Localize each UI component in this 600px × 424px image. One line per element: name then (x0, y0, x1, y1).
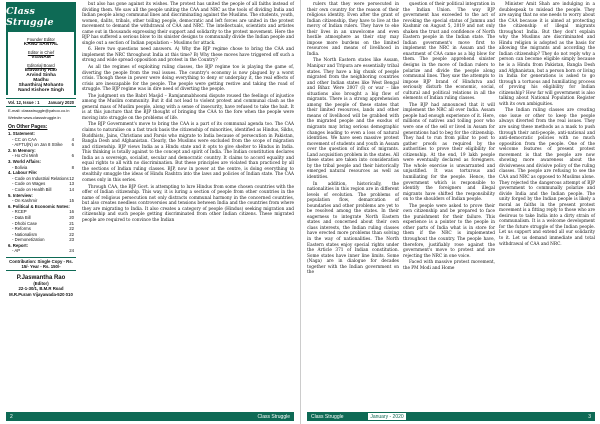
toc-item-page: 4 (71, 136, 74, 142)
address-name: P.Jaswantha Rao (16, 275, 66, 282)
toc-item-label: 4. Labour File: (8, 170, 38, 176)
toc-item-page: 16 (69, 209, 74, 215)
founder-name: KANU SANYAL (23, 42, 59, 47)
toc-item-page: 21 (69, 220, 74, 226)
email: E-mail: classstruggle@yahoo.co.in (8, 108, 70, 113)
paragraph: The North Eastern states like Assam, Manipur and Tripura are essentially tribal states. They have a big chunk of people migrated from the neighboring countries and other Indian states like West Bengal and Bihar. Were 2007 (I) or war – like situations also brought a big flow of migrants. There is a strong apprehension among the people of these states that their limited resources, lands and other means of livelihood will be grabbed with the migrated people and the exodus of migrants may bring serious demographic changes leading to even a loss of natural identities. We have seen massive protest movement of students and youth in Assam over the question of influx of migrants. Land acquisition problem in the states. All these states are taken into consideration by the tribal people and their historically emerged natural resources as well as identities. (307, 58, 399, 180)
toc-item-label: 2. In Memory: (8, 147, 36, 153)
right-footer (307, 412, 595, 421)
address-line: 22-1-30/1, B.M.R Road (18, 286, 64, 292)
table-of-contents (6, 131, 76, 254)
toc-item-label: - Bolivia (12, 164, 28, 170)
board-member: Madhu (33, 78, 49, 83)
text-column-4 (499, 2, 595, 248)
paragraph: The Indian ruling classes are creating one issue or other to keep the people always diverted from the real issues. They are using these methods as a mask to push through their anti-people, anti-national and anti-democratic policies with no much opposition from the people. One of the welcome features of present protest movement is that the people are now showing more awareness about the divisiveness and divisive policy of the ruling classes. The people are refusing to see the CAA and NRC as opposed to Muslims alone. They rejected the dangerous attempt of BJP government to communally polarize and divide India and the Indian people. The unity forged by the Indian people is likely a moral as faiths in the present protest movement is a fitting reply to those who are desirous to take India into a dirty strain of communalism. It is a welcome development for the future struggle of the Indian people. Let us support and extend all our solidarity to it. Let us demand immediate and total withdrawal of CAA and NRC. (499, 108, 595, 247)
paragraph: but also has gone against its wishes. The protest has united the people of all faiths instead of dividing them. We saw all the people uniting the CAA and NRC as the tools of dividing India and Indian people along communal lines and discriminating against the Muslims. The students, youth, women, dalits, tribals, other toiling people, democratic and left forces are united in the protest movement to demand the withdrawal of CAA and NRC. The intellectuals, scientists and artistes came out in thousands expressing their support and solidarity to the protest movement. Here the BJP has suffered a serious blow to its sinister designs to communally divide the Indian people and single out a section of Indian population – Muslims for attack. (82, 2, 294, 46)
toc-item-page: 6 (71, 153, 74, 159)
toc-item-page: 22 (69, 231, 74, 237)
toc-item-page: 22 (69, 226, 74, 232)
right-page (300, 0, 600, 424)
board-label: Editorial Board (27, 63, 55, 68)
page-number: 2 (10, 413, 13, 420)
toc-item-page: 24 (69, 248, 74, 254)
website: Website:www.classstruggle.in (8, 115, 61, 120)
toc-item-label: - Dhobi Case (12, 220, 38, 226)
toc-item-label: - CC on CAA (12, 136, 37, 142)
toc-item-label: - Code on Wages (12, 181, 46, 187)
contribution-line: Contribution: Single Copy - Rs. 15/- Year - Rs. 150/- (6, 257, 76, 271)
toc-item-page: 8 (71, 164, 74, 170)
toc-item-label: - Data Bill (12, 214, 31, 220)
text-column-2 (307, 2, 399, 277)
toc-item-label: - Demonetization (12, 237, 45, 243)
toc-item-label: - RCEP (12, 209, 27, 215)
board-member: Arvind Sinha (26, 73, 56, 78)
editor-name: VISWAM (31, 55, 51, 60)
toc-item-label: - Nationalism (12, 231, 38, 237)
toc-item-label: - Code on Health Bill (12, 186, 52, 192)
paragraph: Minister Amit Shah are indulging in a doublespeak to mislead the people. They are saying that no one needs to worry about the CAA because it is aimed at protecting the citizenship of illegal migrants throughout India. But they don't explain why the Muslims are discriminated and Hindu religion is adopted as the basis for allowing the migrants and according the Indian citizenship? They do not reply why a person can become eligible simply because he is a Hindu from Pakistan, Bangla Desh and Afghanistan, but a person born or living in India for generations is asked to go through a tortuous and humiliating process of proving his eligibility for Indian citizenship? How far will government is also talking about National Population Register with its own ambiguities. (499, 2, 595, 107)
toc-item-label: 6. Report: (8, 242, 29, 248)
toc-item-label: 6. Political & Economic Notes: (8, 203, 70, 209)
toc-item-page: 12 (69, 175, 74, 181)
founder-label: Founder Editor (27, 37, 55, 42)
board-member: Elavarthy Rao (25, 68, 57, 73)
toc-item-label: 5. Interview: (8, 192, 33, 198)
toc-item-page: 15 (69, 198, 74, 204)
masthead-logo: Class Struggle (6, 2, 76, 32)
toc-item-label: - Code on Industrial Relations (12, 175, 69, 181)
issue-month: January 2020 (48, 100, 74, 105)
paragraph: The people were asked to prove their own citizenship and be prepared to face the punishment for their failure. This experience is a pointer to the people in other parts of India what is in store for them if the NRC is implemented throughout the country. The people have, therefore, justifiably rose against the government's move to protest and are rejecting the NRC in one voice. (403, 203, 495, 259)
footer-title: Class Struggle (311, 413, 344, 420)
masthead-sidebar (6, 2, 76, 412)
paragraph: The judgment on the Babri Masjid – Ramjanmabhoomi dispute roused the feelings of injustice among the Muslim community. But it did not lead to violent protest and communal clash as the general mass of Muslim people, along with a sense of insecurity, have refused to take the bait. It is at this juncture that the BJP thought of bringing the CAA to the fore when the people were moving into struggle on the problems of life. (82, 93, 294, 121)
paragraph: Through CAA, the BJP Govt. is attempting to lure Hindus from some chosen countries with the offer of Indian citizenship. This way, it is luring a section of people from other countries in the name of religious persecution not only distracts communal harmony in the concerned countries, but also creates needless controversies and tensions between India and the countries from where they are migrating to India. It also creates a category of people (Hindus) seeking migration and citizenship and such people getting discriminated from other Indian citizens. These migrated people are required to convince the Indian (82, 184, 294, 223)
address-block (6, 275, 76, 297)
editor-label: Editor in Chief (27, 50, 55, 55)
address-line: M.R.Puram Vijayawada-520 010 (9, 291, 73, 297)
toc-item-page: 20 (69, 214, 74, 220)
left-footer (6, 412, 294, 421)
toc-item-label: 1. Statement: (8, 131, 35, 136)
paragraph: question of their political integration in the Indian Union. The way BJP government has exceeded to the act of revoking the special status of Jammu and Kashmir on August 5, 2019 and not only shaken the trust and confidence of North Eastern people in the Indian state. The Indian government's move first to implement the NRC in Assam and the enactment of CAA came as a big blow for them. The people apprehend sinister designs in the move of Indian rulers to polarize and divide the people along communal lines. They saw the attempts to impose BJP brand of Hindutva and seriously disturb the economic, social, cultural and political relations in all the elements of Indian ruling classes. (403, 2, 495, 102)
paragraph: In addition, historically, the nationalities in this region are in different levels of evolution. The problems of population flow, demarcation of boundaries and other problems are yet to be resolved among the states. In their eagerness to integrate North Eastern states and concerned about their own class interests, the Indian ruling classes have erected more problems than solving in the way of nationalities. The North Eastern states enjoy special rights under the Article 371 of Indian constitution. Some states have inner line limits. Some (Naga) are in dialogue for decades together with the Indian government on the (307, 181, 399, 276)
board-member: Shanthiraj Mohanto (18, 83, 64, 88)
paragraph: Faced with massive protest movement, the PM Modi and Home (403, 260, 495, 271)
toc-item-label: - AIFTU(N) on Jan 8 Strike (12, 142, 63, 148)
paragraph: 6. Here two questions need answers. A) Why the BJP regime chose to bring the CAA and implement the NRC throughout India at this time? B) Why these moves have triggered off such a strong and wide spread opposition and protest in the Country? (82, 47, 294, 64)
toc-item-page: 6 (71, 142, 74, 148)
toc-item-label: - Ho Chi Minh (12, 153, 39, 159)
footer-title: Class Struggle (257, 413, 290, 420)
toc-item-page: 23 (69, 237, 74, 243)
board-member: Nand Kishore Singh (18, 88, 64, 93)
editorial-info (6, 32, 76, 95)
toc-title: On Other Pages: (8, 124, 48, 130)
toc-item-page: 13 (69, 181, 74, 187)
issue-line (6, 98, 76, 107)
paragraph: rulers that they were persecuted in their own country for the reason of their religious identity. Even after the grant of Indian citizenship, they have to live at the mercy of Indian rulers. They have to eke their lives in an unwelcome and even hostile atmosphere as their stay may impose more burdens on the limited resources and means of livelihood in India. (307, 2, 399, 57)
paragraph: The BJP Government's move to bring the CAA is a part of its communal agenda too. The CAA claims to naturalise on a fast track basis the citizenship of minorities, identified as Hindus, Sikhs, Buddhists, Jains, Christians and Parsis who migrate to India because of persecution in Pakistan, Bangla Desh and Afghanistan. Clearly, the Muslims were excluded from the scope of migration and citizenship. BJP views India as a Hindu state and it opts to give shelter to Hindus in India. This thinking is totally against to the concept and spirit of India. The Indian constitution declares India as a sovereign, socialist, secular and democratic country. It claims to accord equality and equal rights to all with no discrimination. But these principles are violated than practiced by all the sections of Indian ruling classes. BJP, now in power at the centre, is doing everything to stealthily smuggle the ideas of Hindu Rashtra into the laws and policies of Indian state. The CAA comes only in this series. (82, 122, 294, 183)
volume-issue: Vol. 12, Issue : 1 (8, 100, 40, 105)
toc-item-label: - AP (12, 248, 21, 254)
toc-item-page: 14 (69, 186, 74, 192)
toc-item (6, 248, 76, 254)
address-role: (Editor) (33, 281, 49, 287)
page-number: 3 (588, 413, 591, 420)
paragraph: The BJP had announced that it will implement the NRC all over India. Assam people had enough experience of it. Here, millions of natives and toiling poor who were one of the sell or lived in Assam for generations had to beg for the citizenship. They had to run from pillar to post to gather proofs as required by the authorities to prove their eligibility for citizenship. At the end, 19 lakh people were eventually declared as foreigners. The whole exercise is unwarranted and unjustified. It was torturous and humiliating for the people. Hence, the government which is responsible to identify the foreigners and illegal migrants have shifted the responsibility on to the shoulders of Indian people. (403, 102, 495, 203)
toc-item-label: - On Kashmir (12, 198, 38, 204)
text-column-3 (403, 2, 495, 272)
date-tab: January - 2020 (367, 412, 407, 421)
text-column-1 (82, 2, 294, 224)
paragraph: As all the regimes of exploiting ruling classes, the BJP regime too is playing the game of, diverting the people from the real issues. The country's economy is now plagued by a worst crisis. Though these in power were doing everything to deny or underplay it, the real effects of crisis are inescapable for the people. The people were getting restive and taking the road of struggle. The BJP regime was in dire need of diverting the people. (82, 65, 294, 93)
toc-item-label: 3. World Affairs: (8, 158, 41, 164)
toc-item-label: - Reforms (12, 226, 31, 232)
